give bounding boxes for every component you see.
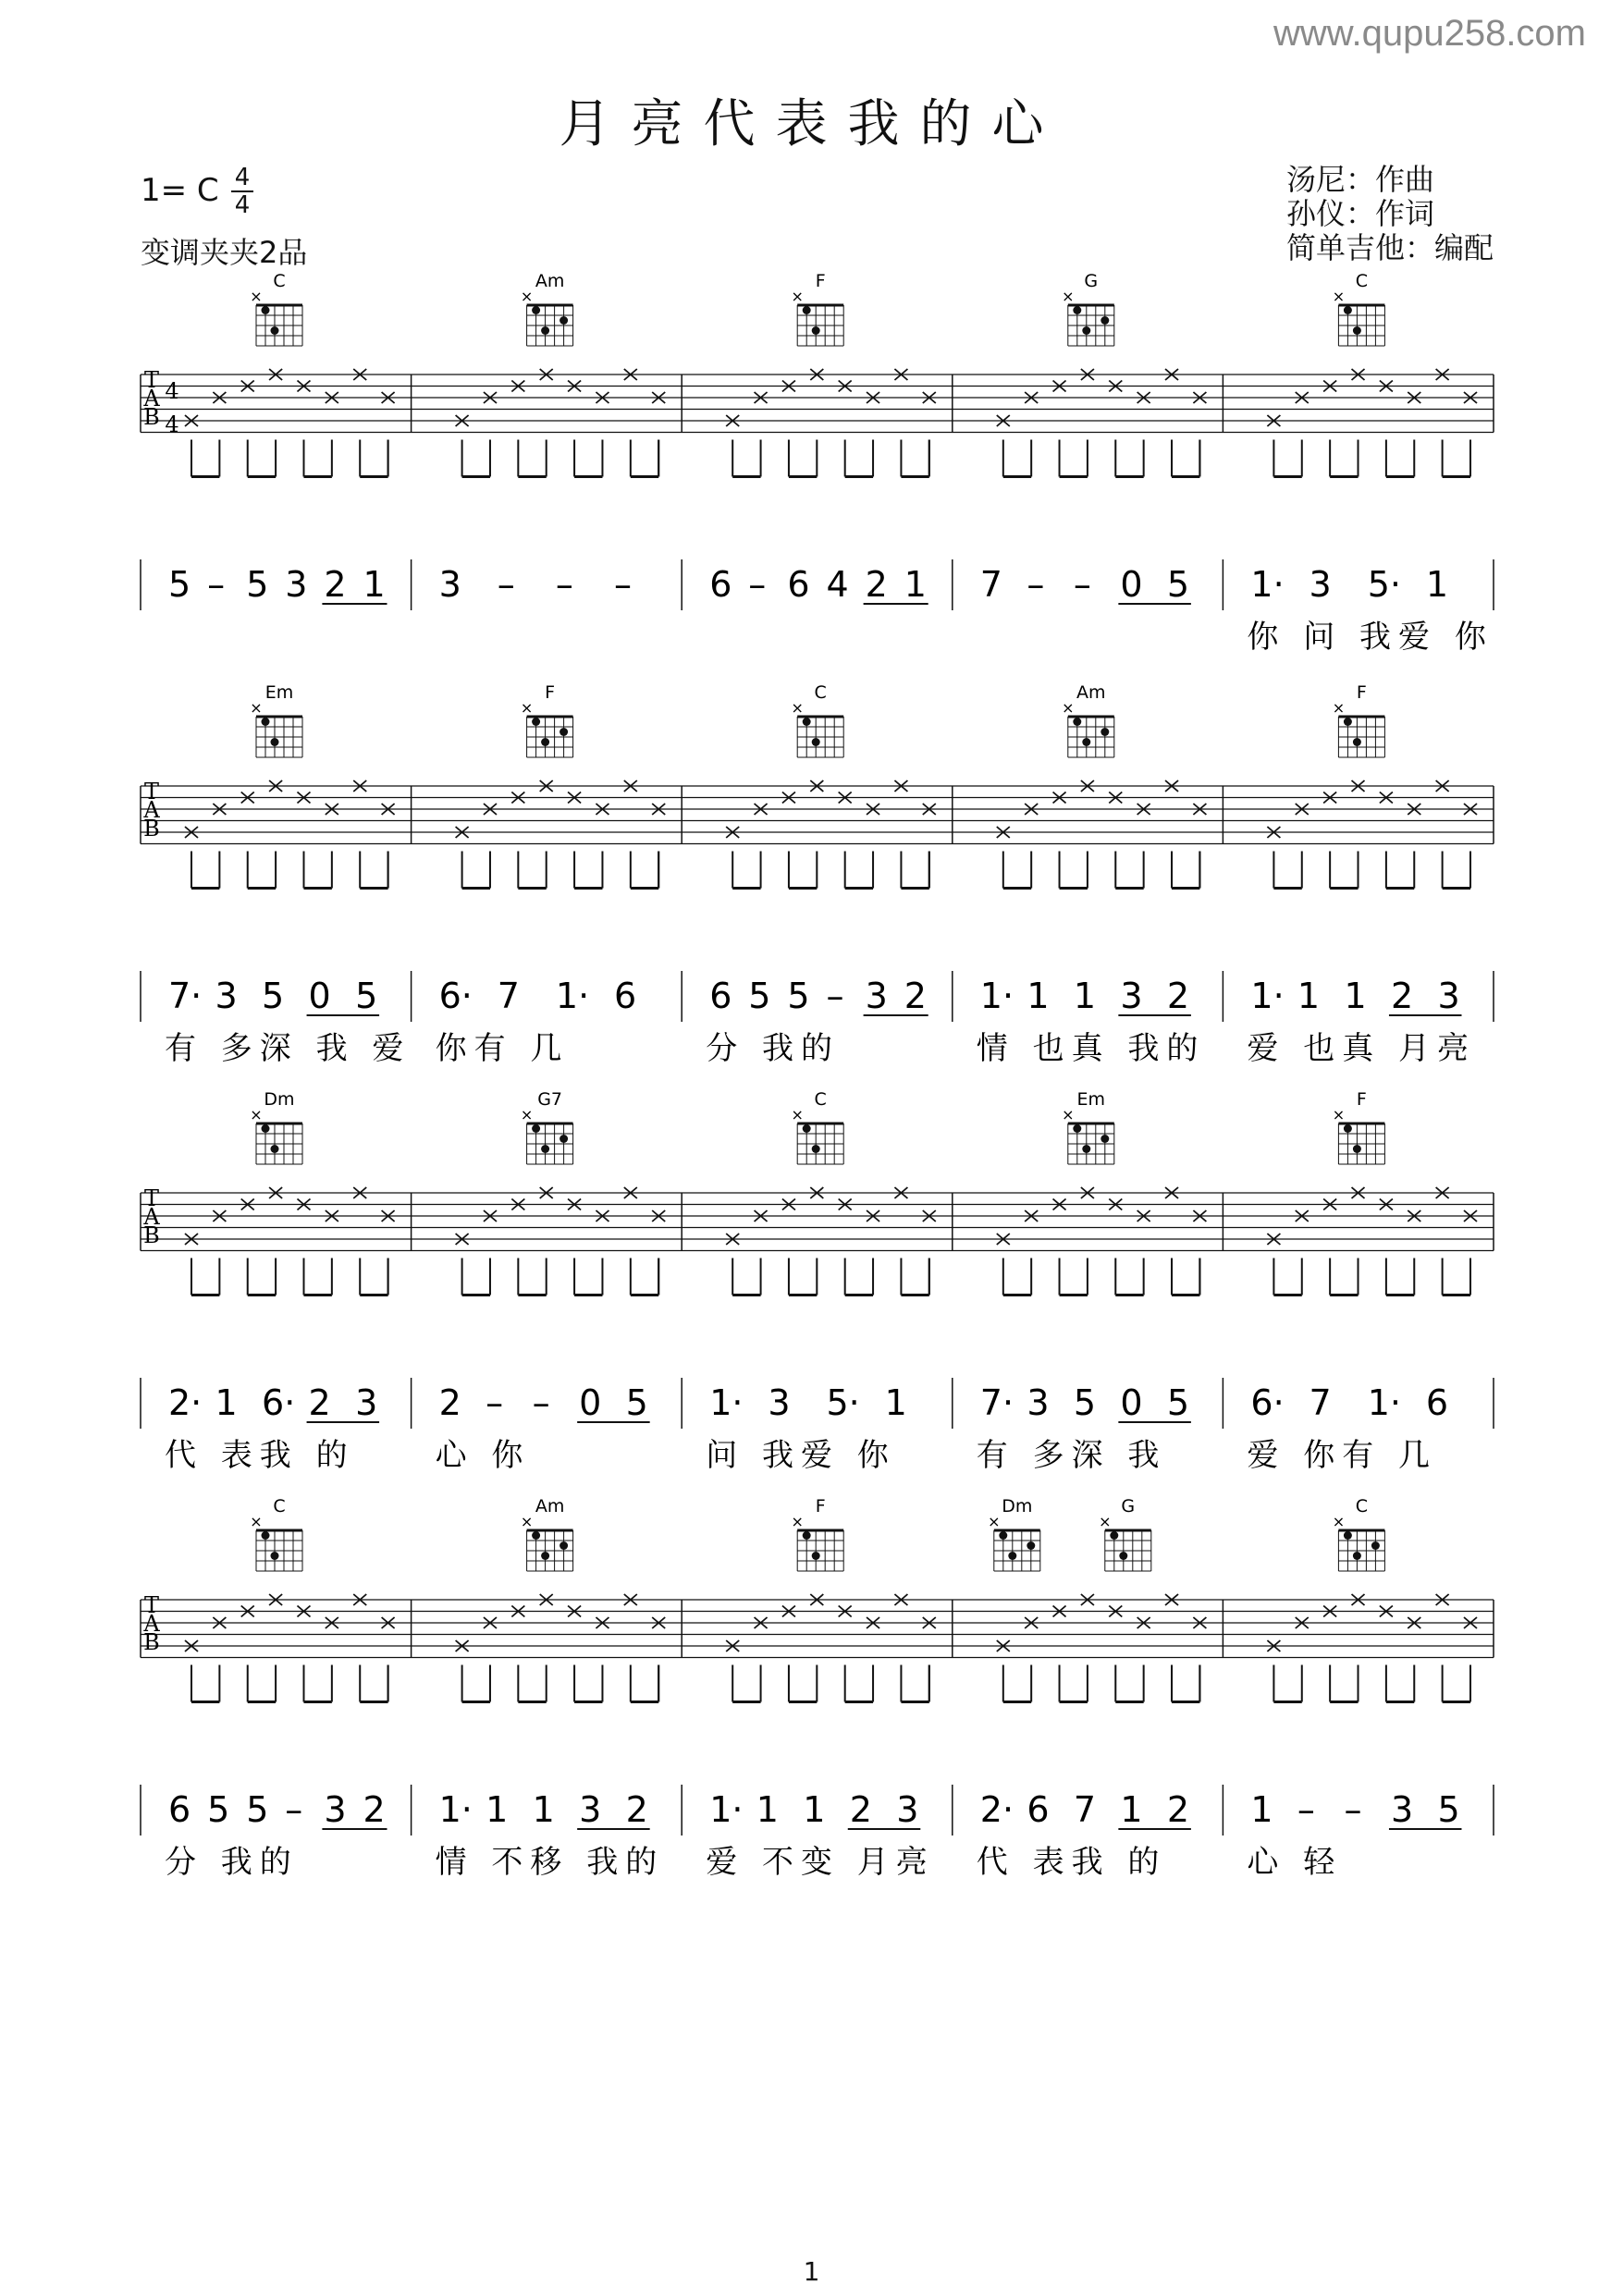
jianpu-note: 5 bbox=[168, 564, 191, 605]
jianpu-note: 5 bbox=[207, 1789, 230, 1830]
svg-text:×: × bbox=[250, 1513, 263, 1530]
svg-text:×: × bbox=[520, 699, 534, 717]
jianpu-note: 1 bbox=[1297, 976, 1321, 1016]
chord-diagram bbox=[250, 271, 302, 346]
lyric-line: 心 你 bbox=[435, 1437, 531, 1474]
lyric-line: 代 表我 的 bbox=[165, 1437, 355, 1474]
svg-text:×: × bbox=[1099, 1513, 1112, 1530]
svg-text:×: × bbox=[520, 1513, 534, 1530]
jianpu-note: 1· bbox=[979, 976, 1014, 1016]
jianpu-note: 6 bbox=[787, 564, 810, 605]
svg-text:×: × bbox=[1332, 1106, 1346, 1123]
tab-letter: B bbox=[143, 816, 160, 841]
jianpu-note: 5 bbox=[1437, 1789, 1460, 1830]
jianpu-note: 0 bbox=[308, 976, 331, 1016]
lyric-line: 分 我的 bbox=[165, 1844, 299, 1881]
chord-name: G7 bbox=[537, 1089, 563, 1110]
chord-diagram bbox=[1062, 682, 1114, 757]
jianpu-note: 1 bbox=[803, 1789, 826, 1830]
credit-lyricist: 孙仪：作词 bbox=[1285, 196, 1434, 231]
jianpu-note: 3 bbox=[1437, 976, 1460, 1016]
chord-name: C bbox=[814, 1089, 827, 1110]
jianpu-note: 3 bbox=[1027, 1382, 1050, 1423]
jianpu-note: 6 bbox=[709, 564, 732, 605]
tab-letter: B bbox=[143, 404, 160, 430]
jianpu-note: – bbox=[497, 564, 515, 605]
jianpu-note: 6· bbox=[1250, 1382, 1285, 1423]
jianpu-note: 1 bbox=[1425, 564, 1449, 605]
key-signature: 1= C bbox=[141, 172, 219, 209]
chord-diagram bbox=[521, 1089, 573, 1164]
jianpu-note: 1 bbox=[1120, 1789, 1143, 1830]
jianpu-note: 6 bbox=[1027, 1789, 1050, 1830]
lyric-line: 爱 你有 几 bbox=[1247, 1437, 1438, 1474]
tab-letter: B bbox=[143, 1222, 160, 1248]
tab-letter: A bbox=[143, 386, 160, 411]
jianpu-note: 1 bbox=[1027, 976, 1050, 1016]
jianpu-note: 2 bbox=[308, 1382, 331, 1423]
svg-text:×: × bbox=[1062, 288, 1075, 305]
jianpu-note: 1 bbox=[532, 1789, 555, 1830]
jianpu-note: 1 bbox=[884, 1382, 907, 1423]
jianpu-note: 5 bbox=[787, 976, 810, 1016]
watermark: www.qupu258.com bbox=[1273, 13, 1586, 54]
jianpu-note: 6 bbox=[614, 976, 637, 1016]
chord-name: C bbox=[273, 271, 286, 291]
lyric-line: 心 轻 bbox=[1247, 1844, 1343, 1881]
lyric-line: 情 也真 我的 bbox=[976, 1030, 1206, 1067]
score-system-1 bbox=[0, 268, 1623, 675]
chord-diagram bbox=[521, 682, 573, 757]
jianpu-note: 5 bbox=[246, 564, 269, 605]
svg-text:×: × bbox=[791, 288, 804, 305]
jianpu-note: 6 bbox=[168, 1789, 191, 1830]
credits bbox=[1286, 163, 1494, 265]
jianpu-note: 2 bbox=[324, 564, 347, 605]
chord-diagram bbox=[1099, 1496, 1151, 1571]
jianpu-note: – bbox=[1027, 564, 1045, 605]
jianpu-note: 3 bbox=[1390, 1789, 1414, 1830]
tab-letter: T bbox=[143, 1185, 160, 1211]
jianpu-note: 1· bbox=[1250, 564, 1285, 605]
jianpu-note: 1· bbox=[555, 976, 590, 1016]
svg-text:×: × bbox=[1062, 699, 1075, 717]
jianpu-note: 2 bbox=[363, 1789, 386, 1830]
chord-diagram bbox=[1333, 271, 1385, 346]
jianpu-note: 1 bbox=[215, 1382, 238, 1423]
jianpu-note: 5· bbox=[1367, 564, 1401, 605]
jianpu-note: 3 bbox=[768, 1382, 791, 1423]
svg-text:×: × bbox=[250, 1106, 263, 1123]
jianpu-note: 5 bbox=[246, 1789, 269, 1830]
jianpu-note: 7 bbox=[1309, 1382, 1332, 1423]
tab-letter: T bbox=[143, 1592, 160, 1618]
score-system-4 bbox=[0, 1493, 1623, 1900]
jianpu-note: 1· bbox=[1367, 1382, 1401, 1423]
jianpu-note: 1 bbox=[1344, 976, 1367, 1016]
chord-name: G bbox=[1084, 271, 1099, 291]
jianpu-note: 4 bbox=[826, 564, 849, 605]
svg-text:×: × bbox=[1062, 1106, 1075, 1123]
jianpu-note: 7· bbox=[168, 976, 203, 1016]
jianpu-note: – bbox=[555, 564, 573, 605]
tab-staff bbox=[141, 367, 1494, 477]
jianpu-note: 3 bbox=[579, 1789, 602, 1830]
jianpu-note: – bbox=[1073, 564, 1091, 605]
svg-text:×: × bbox=[1332, 1513, 1346, 1530]
chord-diagram bbox=[1333, 1496, 1385, 1571]
credit-arranger: 简单吉他：编配 bbox=[1285, 230, 1494, 265]
jianpu-note: 5 bbox=[355, 976, 378, 1016]
svg-text:×: × bbox=[791, 1513, 804, 1530]
svg-text:×: × bbox=[520, 1106, 534, 1123]
tab-letter: B bbox=[143, 1629, 160, 1655]
time-signature-bottom: 4 bbox=[234, 191, 251, 219]
jianpu-note: 2 bbox=[1390, 976, 1414, 1016]
jianpu-note: 1· bbox=[438, 1789, 473, 1830]
svg-text:4: 4 bbox=[165, 411, 179, 437]
jianpu-note: 7 bbox=[497, 976, 520, 1016]
tab-letter: T bbox=[143, 779, 160, 804]
jianpu-note: 3 bbox=[438, 564, 461, 605]
jianpu-note: 7 bbox=[1073, 1789, 1097, 1830]
page-number: 1 bbox=[803, 2256, 820, 2287]
chord-diagram bbox=[1062, 1089, 1114, 1164]
song-title: 月亮代表我的心 bbox=[559, 94, 1064, 154]
jianpu-note: 5· bbox=[826, 1382, 860, 1423]
chord-name: F bbox=[1356, 1089, 1367, 1110]
jianpu-note: – bbox=[748, 564, 767, 605]
lyric-line: 情 不移 我的 bbox=[435, 1844, 665, 1881]
svg-text:×: × bbox=[1332, 699, 1346, 717]
tab-staff bbox=[141, 1592, 1494, 1702]
jianpu-note: 5 bbox=[262, 976, 285, 1016]
svg-text:×: × bbox=[791, 1106, 804, 1123]
jianpu-note: 1· bbox=[709, 1382, 744, 1423]
lyric-line: 你 问 我爱 你 bbox=[1247, 619, 1494, 656]
credit-composer: 汤尼：作曲 bbox=[1285, 162, 1434, 197]
jianpu-note: – bbox=[826, 976, 844, 1016]
chord-name: F bbox=[1356, 682, 1367, 703]
chord-name: C bbox=[273, 1496, 286, 1516]
jianpu-note: 6· bbox=[262, 1382, 296, 1423]
chord-name: Em bbox=[264, 682, 294, 703]
chord-name: Em bbox=[1076, 1089, 1106, 1110]
chord-name: F bbox=[815, 271, 826, 291]
jianpu-note: 3 bbox=[285, 564, 308, 605]
lyric-line: 分 我的 bbox=[706, 1030, 841, 1067]
chord-diagram bbox=[791, 271, 843, 346]
svg-text:×: × bbox=[520, 288, 534, 305]
jianpu-note: – bbox=[614, 564, 633, 605]
svg-text:×: × bbox=[250, 288, 263, 305]
chord-name: F bbox=[815, 1496, 826, 1516]
chord-diagram bbox=[791, 1496, 843, 1571]
jianpu-note: 2· bbox=[168, 1382, 203, 1423]
lyric-line: 你有 几 bbox=[435, 1030, 570, 1067]
chord-diagram bbox=[791, 682, 843, 757]
chord-diagram bbox=[250, 1496, 302, 1571]
jianpu-note: 2 bbox=[865, 564, 888, 605]
jianpu-note: 2 bbox=[849, 1789, 872, 1830]
jianpu-note: 1· bbox=[709, 1789, 744, 1830]
chord-name: Am bbox=[535, 271, 565, 291]
jianpu-note: 2 bbox=[438, 1382, 461, 1423]
jianpu-note: 2 bbox=[1166, 1789, 1190, 1830]
jianpu-note: 2· bbox=[979, 1789, 1014, 1830]
lyric-line: 爱 也真 月亮 bbox=[1247, 1030, 1477, 1067]
svg-text:4: 4 bbox=[165, 378, 179, 404]
jianpu-note: 3 bbox=[896, 1789, 919, 1830]
jianpu-note: 5 bbox=[1166, 1382, 1190, 1423]
jianpu-note: 3 bbox=[324, 1789, 347, 1830]
jianpu-note: 1 bbox=[1073, 976, 1097, 1016]
jianpu-note: 5 bbox=[1073, 1382, 1097, 1423]
jianpu-note: 6 bbox=[1425, 1382, 1449, 1423]
jianpu-note: – bbox=[1297, 1789, 1315, 1830]
svg-text:×: × bbox=[250, 699, 263, 717]
svg-text:×: × bbox=[988, 1513, 1001, 1530]
jianpu-note: 1 bbox=[904, 564, 927, 605]
score-system-2 bbox=[0, 680, 1623, 1087]
jianpu-note: 2 bbox=[1166, 976, 1190, 1016]
jianpu-note: 0 bbox=[579, 1382, 602, 1423]
chord-diagram bbox=[250, 1089, 302, 1164]
chord-name: Dm bbox=[264, 1089, 295, 1110]
chord-diagram bbox=[250, 682, 302, 757]
jianpu-note: 2 bbox=[904, 976, 927, 1016]
chord-name: C bbox=[1355, 1496, 1369, 1516]
jianpu-note: 7· bbox=[979, 1382, 1014, 1423]
jianpu-note: – bbox=[1344, 1789, 1362, 1830]
jianpu-note: 3 bbox=[215, 976, 238, 1016]
chord-name: F bbox=[545, 682, 556, 703]
tab-letter: T bbox=[143, 367, 160, 393]
jianpu-note: 1 bbox=[1250, 1789, 1273, 1830]
jianpu-note: 5 bbox=[748, 976, 771, 1016]
chord-diagram bbox=[988, 1496, 1040, 1571]
jianpu-note: 3 bbox=[355, 1382, 378, 1423]
chord-diagram bbox=[791, 1089, 843, 1164]
chord-diagram bbox=[521, 271, 573, 346]
jianpu-note: 5 bbox=[625, 1382, 648, 1423]
jianpu-note: 3 bbox=[865, 976, 888, 1016]
chord-name: Dm bbox=[1002, 1496, 1033, 1516]
jianpu-note: – bbox=[486, 1382, 504, 1423]
jianpu-note: – bbox=[207, 564, 226, 605]
svg-text:×: × bbox=[1332, 288, 1346, 305]
jianpu-note: 2 bbox=[625, 1789, 648, 1830]
lyric-line: 问 我爱 你 bbox=[706, 1437, 896, 1474]
jianpu-note: 3 bbox=[1120, 976, 1143, 1016]
jianpu-note: 1 bbox=[486, 1789, 509, 1830]
chord-diagram bbox=[521, 1496, 573, 1571]
tab-letter: A bbox=[143, 1611, 160, 1637]
chord-name: Am bbox=[535, 1496, 565, 1516]
capo-note: 变调夹夹2品 bbox=[141, 235, 308, 270]
lyric-line: 代 表我 的 bbox=[976, 1844, 1167, 1881]
tab-letter: A bbox=[143, 797, 160, 823]
jianpu-note: 6 bbox=[709, 976, 732, 1016]
jianpu-note: 5 bbox=[1166, 564, 1190, 605]
time-signature bbox=[231, 164, 253, 219]
chord-diagram bbox=[1062, 271, 1114, 346]
tab-staff bbox=[141, 1185, 1494, 1295]
lyric-line: 爱 不变 月亮 bbox=[706, 1844, 935, 1881]
jianpu-note: 1 bbox=[756, 1789, 779, 1830]
chord-name: G bbox=[1121, 1496, 1136, 1516]
chord-name: C bbox=[814, 682, 827, 703]
chord-name: C bbox=[1355, 271, 1369, 291]
jianpu-note: 0 bbox=[1120, 564, 1143, 605]
chord-diagram bbox=[1333, 682, 1385, 757]
chord-diagram bbox=[1333, 1089, 1385, 1164]
svg-text:×: × bbox=[791, 699, 804, 717]
jianpu-note: – bbox=[532, 1382, 550, 1423]
tab-letter: A bbox=[143, 1204, 160, 1230]
chord-name: Am bbox=[1076, 682, 1106, 703]
jianpu-note: 3 bbox=[1309, 564, 1332, 605]
jianpu-note: 6· bbox=[438, 976, 473, 1016]
lyric-line: 有 多深 我 bbox=[976, 1437, 1167, 1474]
jianpu-note: 0 bbox=[1120, 1382, 1143, 1423]
tab-staff bbox=[141, 779, 1494, 889]
jianpu-note: – bbox=[285, 1789, 303, 1830]
jianpu-note: 1· bbox=[1250, 976, 1285, 1016]
jianpu-note: 7 bbox=[979, 564, 1002, 605]
jianpu-note: 1 bbox=[363, 564, 386, 605]
lyric-line: 有 多深 我 爱 bbox=[165, 1030, 412, 1067]
time-signature-top: 4 bbox=[234, 164, 251, 191]
score-system-3 bbox=[0, 1087, 1623, 1493]
